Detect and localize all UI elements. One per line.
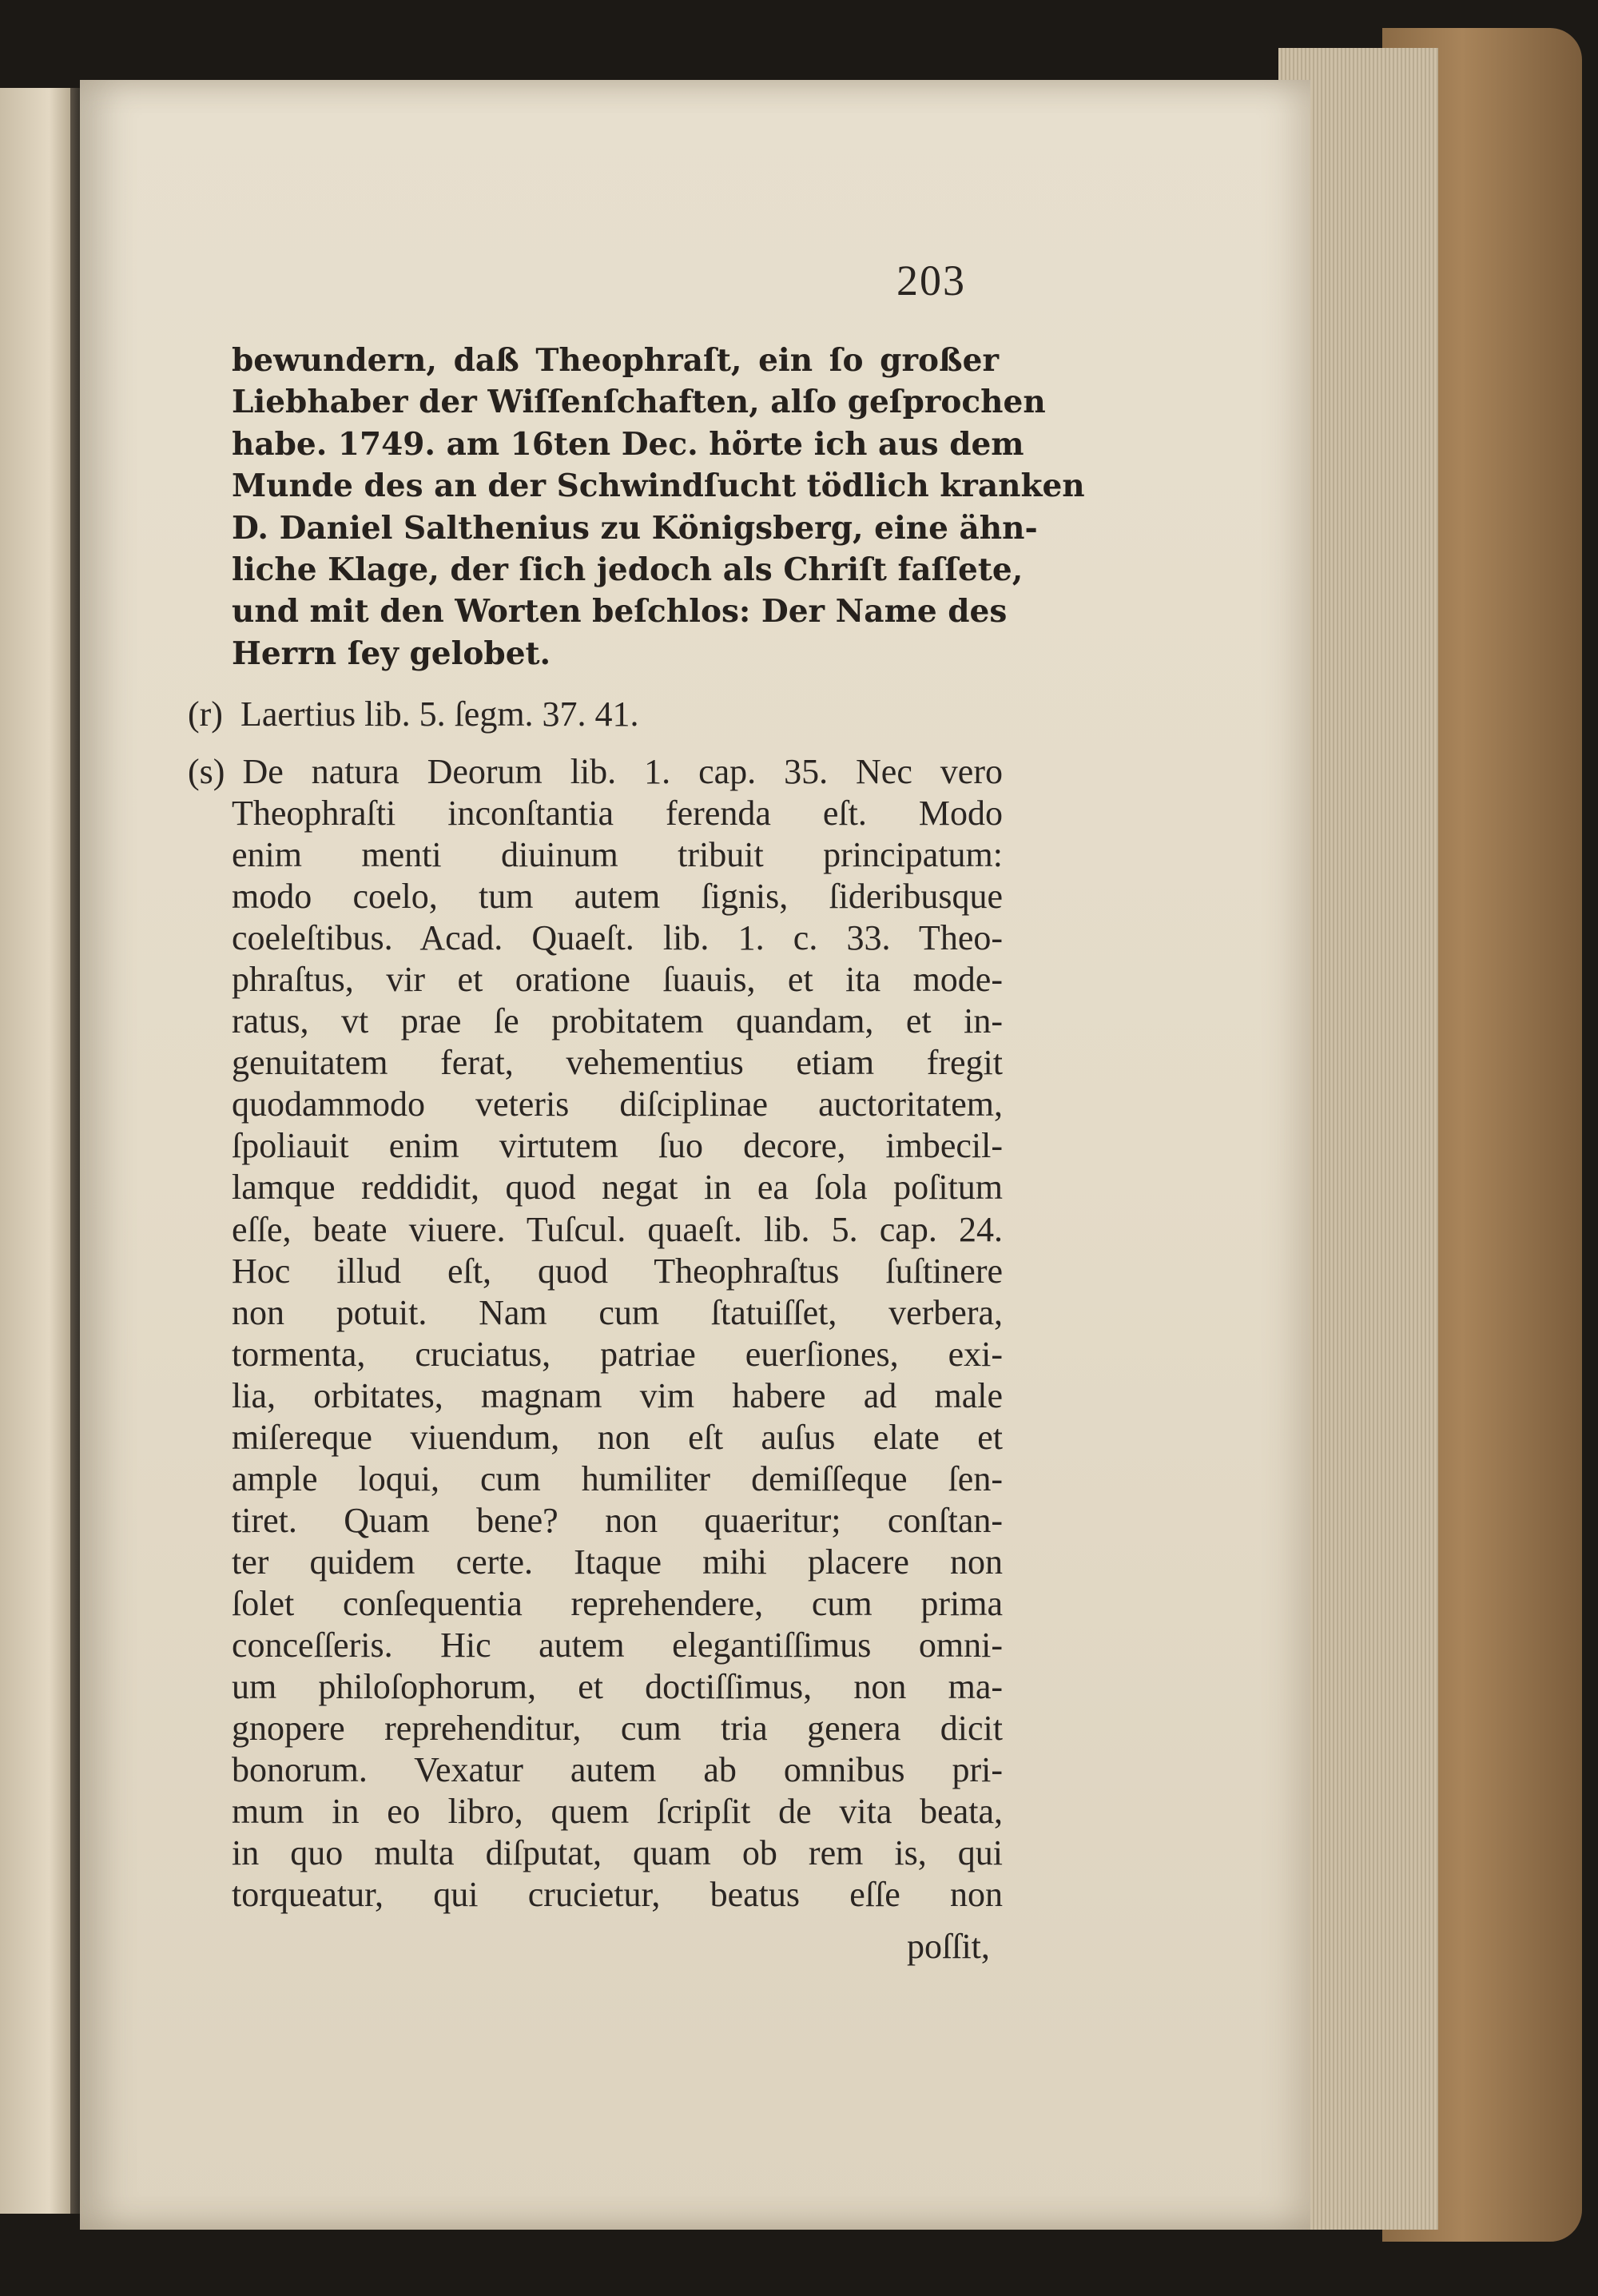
text-line: ter quidem certe. Itaque mihi placere non bbox=[232, 1542, 1003, 1582]
left-page-fragment bbox=[0, 88, 72, 2214]
text-line: habe. 1749. am 16ten Dec. hörte ich aus dem bbox=[232, 425, 1024, 463]
text-line: und mit den Worten beſchlos: Der Name des bbox=[232, 593, 1008, 631]
text-line: gnopere reprehenditur, cum tria genera dicit bbox=[232, 1709, 1003, 1749]
footnote-text: De natura Deorum lib. 1. cap. 35. Nec vero bbox=[242, 752, 1003, 791]
text-line: ſpoliauit enim virtutem ſuo decore, imbecil- bbox=[232, 1126, 1003, 1166]
text-line: Theophraſti inconſtantia ferenda eſt. Modo bbox=[232, 794, 1003, 834]
text-line: miſereque viuendum, non eſt auſus elate et bbox=[232, 1417, 1003, 1457]
footnote-r bbox=[188, 694, 1003, 735]
text-line: phraſtus, vir et oratione ſuauis, et ita mode- bbox=[232, 960, 1003, 1000]
text-line: lia, orbitates, magnam vim habere ad male bbox=[232, 1375, 1003, 1415]
fraktur-text-block bbox=[232, 340, 1085, 674]
catchword: poſſit, bbox=[907, 1927, 990, 1966]
text-line: bewundern, daß Theophraſt, ein ſo großer bbox=[232, 342, 999, 379]
text-line: torqueatur, qui crucietur, beatus eſſe non bbox=[232, 1875, 1003, 1915]
text-line: non potuit. Nam cum ſtatuiſſet, verbera, bbox=[232, 1292, 1003, 1332]
text-line: bonorum. Vexatur autem ab omnibus pri- bbox=[232, 1750, 1003, 1790]
footnote-text: Laertius lib. 5. ſegm. 37. 41. bbox=[240, 694, 639, 734]
text-line: conceſſeris. Hic autem elegantiſſimus omni- bbox=[232, 1625, 1003, 1665]
text-line: mum in eo libro, quem ſcripſit de vita beata, bbox=[232, 1792, 1003, 1832]
text-line: um philoſophorum, et doctiſſimus, non ma- bbox=[232, 1667, 1003, 1707]
text-line: ratus, vt prae ſe probitatem quandam, et in- bbox=[232, 1001, 1003, 1041]
text-line: ſolet conſequentia reprehendere, cum prima bbox=[232, 1583, 1003, 1623]
footnote-marker: (r) bbox=[188, 694, 223, 734]
text-line: coeleſtibus. Acad. Quaeſt. lib. 1. c. 33. Theo- bbox=[232, 918, 1003, 958]
text-line: modo coelo, tum autem ſignis, ſideribusque bbox=[232, 877, 1003, 917]
text-line bbox=[188, 751, 1003, 793]
text-line: Hoc illud eſt, quod Theophraſtus ſuſtinere bbox=[232, 1251, 1003, 1291]
text-line: eſſe, beate viuere. Tuſcul. quaeſt. lib. 5. cap. 24. bbox=[232, 1209, 1003, 1249]
text-line: in quo multa diſputat, quam ob rem is, qui bbox=[232, 1833, 1003, 1873]
text-line: lamque reddidit, quod negat in ea ſola poſitum bbox=[232, 1168, 1003, 1208]
text-line: Herrn ſey gelobet. bbox=[232, 635, 551, 672]
text-line: Liebhaber der Wiſſenſchaften, alſo geſprochen bbox=[232, 384, 1046, 421]
page-number: 203 bbox=[896, 257, 966, 304]
text-line: D. Daniel Salthenius zu Königsberg, eine ähn- bbox=[232, 509, 1038, 547]
footnote-s bbox=[188, 751, 1003, 1916]
text-line: enim menti diuinum tribuit principatum: bbox=[232, 835, 1003, 875]
text-line: genuitatem ferat, vehementius etiam fregit bbox=[232, 1043, 1003, 1083]
text-line: quodammodo veteris diſciplinae auctoritatem, bbox=[232, 1084, 1003, 1124]
text-line: Munde des an der Schwindſucht tödlich kranken bbox=[232, 468, 1085, 505]
text-line: ample loqui, cum humiliter demiſſeque ſen- bbox=[232, 1458, 1003, 1498]
text-line: tiret. Quam bene? non quaeritur; conſtan- bbox=[232, 1500, 1003, 1540]
text-line: tormenta, cruciatus, patriae euerſiones, exi- bbox=[232, 1334, 1003, 1374]
text-line: liche Klage, der ſich jedoch als Chriſt faſſete, bbox=[232, 551, 1024, 589]
footnote-marker: (s) bbox=[188, 752, 225, 791]
